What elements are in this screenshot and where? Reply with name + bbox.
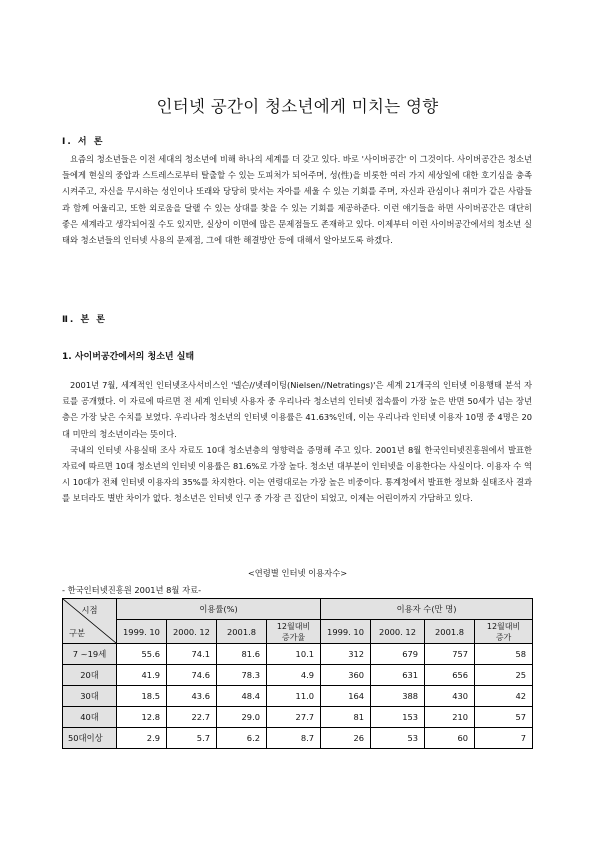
table-cell: 430 xyxy=(425,686,475,707)
table-cell: 360 xyxy=(321,665,371,686)
section1-heading: Ⅰ. 서 론 xyxy=(62,137,105,147)
table-cell: 656 xyxy=(425,665,475,686)
table-cell: 10.1 xyxy=(267,644,321,665)
column-header: 1999. 10 xyxy=(321,620,371,644)
table-cell: 5.7 xyxy=(167,728,217,749)
table-corner-cell xyxy=(63,599,117,644)
table-cell: 388 xyxy=(371,686,425,707)
table-cell: 57 xyxy=(475,707,533,728)
table-row xyxy=(63,644,533,665)
table-cell: 43.6 xyxy=(167,686,217,707)
column-header: 12월대비 증가 xyxy=(475,620,533,644)
table-cell: 757 xyxy=(425,644,475,665)
table-cell: 8.7 xyxy=(267,728,321,749)
body-paragraph-2: 국내의 인터넷 사용실태 조사 자료도 10대 청소년층의 영향력을 증명해 주고 있다. 2001년 8월 한국인터넷진흥원에서 발표한 자료에 따르면 10대 청소년의 인터넷 이용률은 81.6%로 가장 높다. 청소년 대부분이 인터넷을 이용한다는 사실이다. 이용자 수 역시 10대가 전체 인터넷 이용자의 35%를 차지한다. 이는 연령대로는 가장 높은 비중이다. 통계청에서 발표한 정보화 실태조사 결과를 보더라도 별반 차이가 없다. 청소년은 인터넷 인구 중 가장 큰 집단이 되었고, 이제는 어린이까지 가담하고 있다. xyxy=(62,444,532,504)
column-header: 1999. 10 xyxy=(117,620,167,644)
table-cell: 679 xyxy=(371,644,425,665)
table-cell: 29.0 xyxy=(217,707,267,728)
table-cell: 26 xyxy=(321,728,371,749)
section1-paragraph xyxy=(62,151,532,248)
group-header-usage-rate: 이용률(%) xyxy=(117,599,321,620)
column-header: 2000. 12 xyxy=(371,620,425,644)
intro-paragraph: 요즘의 청소년들은 이전 세대의 청소년에 비해 하나의 세계를 더 갖고 있다. 바로 '사이버공간' 이 그것이다. 사이버공간은 청소년들에게 현실의 중압과 스트레스로부터 탈출할 수 있는 도피처가 되어주며, 성(性)을 비롯한 여러 가지 세상일에 대한 호기심을 충족시켜주고, 자신을 무시하는 성인이나 또래와 당당히 맞서는 자아를 세울 수 있는 기회를 주며, 자신과 관심이나 취미가 같은 사람들과 함께 어울리고, 또한 외로움을 달랠 수 있는 상대를 찾을 수 있는 기회를 제공하준다. 이런 얘기들을 하면 사이버공간은 대단히 좋은 세계라고 생각되어질 수도 있지만, 실상이 이면에 많은 문제점들도 존재하고 있다. 이제부터 이런 사이버공간에서의 청소년 실태와 청소년들의 인터넷 사용의 문제점, 그에 대한 해결방안 등에 대해서 알아보도록 하겠다. xyxy=(62,154,532,246)
table-row xyxy=(63,665,533,686)
body-paragraph-1: 2001년 7월, 세계적인 인터넷조사서비스인 '넬슨//넷레이팅(Nielsen//Netratings)'은 세계 21개국의 인터넷 이용행태 분석 자료를 공개했다. 이 자료에 따르면 전 세계 인터넷 사용자 중 우리나라 청소년의 인터넷 접속률이 가장 높은 반면 50세가 넘는 장년층은 가장 낮은 수치를 보였다. 우리나라 청소년의 인터넷 이용률은 41.63%인데, 이는 우리나라 인터넷 이용자 10명 중 4명은 20대 미만의 청소년이라는 뜻이다. xyxy=(62,380,532,439)
table-cell: 74.1 xyxy=(167,644,217,665)
column-header: 2001.8 xyxy=(425,620,475,644)
table-cell: 48.4 xyxy=(217,686,267,707)
table-cell: 12.8 xyxy=(117,707,167,728)
document-title: 인터넷 공간이 청소년에게 미치는 영향 xyxy=(156,97,439,116)
table-cell: 6.2 xyxy=(217,728,267,749)
row-label: 30대 xyxy=(63,686,117,707)
row-label: 20대 xyxy=(63,665,117,686)
table-cell: 2.9 xyxy=(117,728,167,749)
table-cell: 22.7 xyxy=(167,707,217,728)
row-label: 7 ~19세 xyxy=(63,644,117,665)
table-cell: 11.0 xyxy=(267,686,321,707)
table-cell: 78.3 xyxy=(217,665,267,686)
table-cell: 4.9 xyxy=(267,665,321,686)
table-source: - 한국인터넷진흥원 2001년 8월 자료- xyxy=(62,585,202,595)
table-cell: 7 xyxy=(475,728,533,749)
table-row xyxy=(63,707,533,728)
table-cell: 53 xyxy=(371,728,425,749)
corner-label-category: 구분 xyxy=(69,628,86,638)
table-cell: 55.6 xyxy=(117,644,167,665)
row-label: 40대 xyxy=(63,707,117,728)
table-cell: 210 xyxy=(425,707,475,728)
table-body xyxy=(63,644,533,749)
table-row xyxy=(63,686,533,707)
table-row xyxy=(63,728,533,749)
table-cell: 27.7 xyxy=(267,707,321,728)
table-cell: 18.5 xyxy=(117,686,167,707)
column-header: 2001.8 xyxy=(217,620,267,644)
row-label: 50대이상 xyxy=(63,728,117,749)
table-cell: 164 xyxy=(321,686,371,707)
internet-usage-table xyxy=(62,598,533,749)
table-cell: 81 xyxy=(321,707,371,728)
table-cell: 25 xyxy=(475,665,533,686)
table-cell: 58 xyxy=(475,644,533,665)
column-header-row xyxy=(63,620,533,644)
table-cell: 60 xyxy=(425,728,475,749)
table-cell: 631 xyxy=(371,665,425,686)
column-header: 2000. 12 xyxy=(167,620,217,644)
table-cell: 81.6 xyxy=(217,644,267,665)
subsection-heading: 1. 사이버공간에서의 청소년 실태 xyxy=(62,352,195,362)
table-cell: 42 xyxy=(475,686,533,707)
table-cell: 312 xyxy=(321,644,371,665)
table-caption: <연령별 인터넷 이용자수> xyxy=(247,568,348,578)
column-header: 12월대비 증가율 xyxy=(267,620,321,644)
group-header-user-count: 이용자 수(만 명) xyxy=(321,599,533,620)
table-cell: 153 xyxy=(371,707,425,728)
table-cell: 41.9 xyxy=(117,665,167,686)
corner-label-period: 시점 xyxy=(81,605,98,615)
section2-body xyxy=(62,377,532,507)
table-cell: 74.6 xyxy=(167,665,217,686)
section2-heading: Ⅱ. 본 론 xyxy=(62,315,108,325)
